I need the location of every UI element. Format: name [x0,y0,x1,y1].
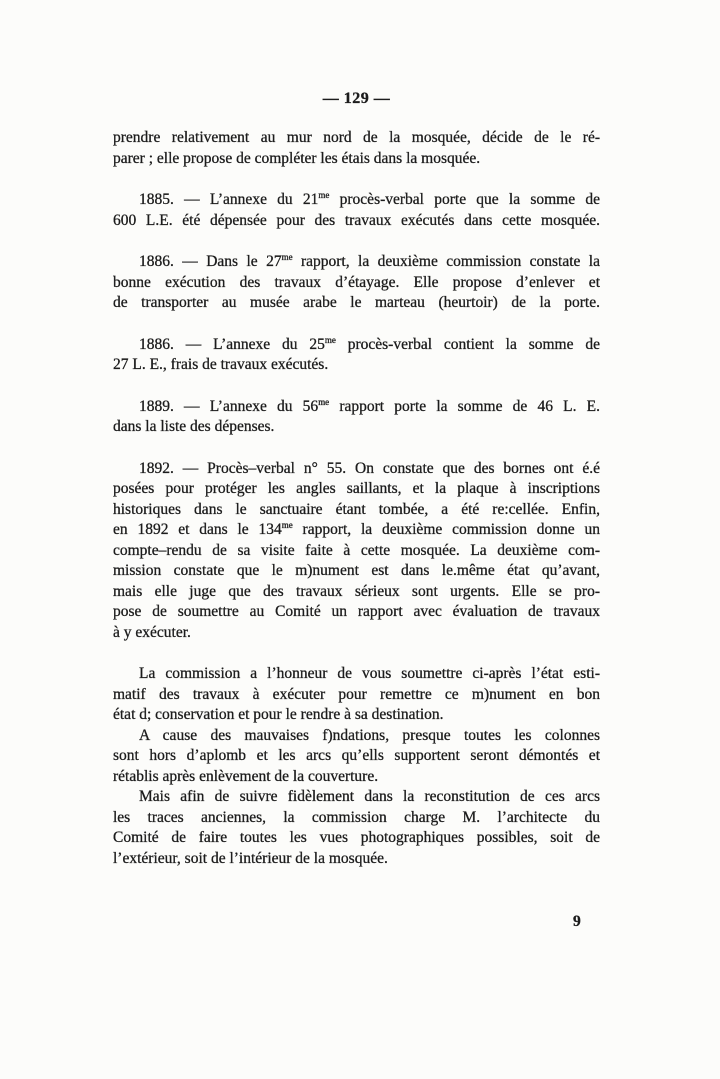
text-line: parer ; elle propose de compléter les étais dans la mosquée. [113,149,481,167]
text-line: sont hors d’aplomb et les arcs qu’ells supportent seront démontés et [113,747,600,764]
text-line: 600 L.E. été dépensée pour des travaux exécutés dans cette mosquée. [113,211,600,229]
text-line: rétablis après enlèvement de la couverture. [113,767,379,785]
text-line: prendre relativement au mur nord de la mosquée, décide de le ré- [113,129,600,146]
text-block [113,90,600,869]
paragraph [113,128,600,169]
text-line: matif des travaux à exécuter pour remettre ce m)nument en bon [113,685,600,703]
text-line: l’extérieur, soit de l’intérieur de la mosquée. [113,849,388,867]
text-line: 27 L. E., frais de travaux exécutés. [113,356,329,373]
text-line: bonne exécution des travaux d’étayage. Elle propose d’enlever et [113,273,600,291]
text-line: 1886. — Dans le $27^{me}$ rapport, la deuxième commission constate la [139,252,600,270]
page-body [113,128,600,869]
text-line: A cause des mauvaises f)ndations, presque toutes les colonnes [139,726,600,744]
text-line: La commission a l’honneur de vous soumettre ci-après l’état esti- [139,665,600,682]
text-line: mais elle juge que des travaux sérieux sont urgents. Elle se pro- [113,582,600,600]
paragraph [113,335,600,376]
text-line: posées pour protéger les angles saillants, et la plaque à inscriptions [113,480,600,497]
paragraph [113,190,600,231]
text-line: de transporter au musée arabe le marteau (heurtoir) de la porte. [113,294,600,311]
text-line: mission constate que le m)nument est dans le.même état qu’avant, [113,562,600,579]
text-line: pose de soumettre au Comité un rapport avec évaluation de travaux [113,603,600,620]
paragraph [113,787,600,869]
text-line: dans la liste des dépenses. [113,418,275,435]
text-line: Mais afin de suivre fidèlement dans la reconstitution de ces arcs [139,788,600,805]
text-line: 1889. — L’annexe du $56^{me}$ rapport porte la somme de 46 L. E. [139,396,600,415]
text-line: historiques dans le sanctuaire étant tombée, a été re:cellée. Enfin, [113,500,600,518]
text-line: à y exécuter. [113,623,191,641]
paragraph [113,397,600,438]
text-line: 1886. — L’annexe du $25^{me}$ procès-verbal contient la somme de [139,334,600,353]
paragraph [113,664,600,726]
text-line: les traces anciennes, la commission charge M. l’architecte du [113,808,600,826]
text-line: compte–rendu de sa visite faite à cette mosquée. La deuxième com- [113,541,600,559]
paragraph [113,459,600,644]
text-line: Comité de faire toutes les vues photographiques possibles, soit de [113,829,600,846]
signature-mark: 9 [573,913,581,930]
text-line: 1885. — L’annexe du $21^{me}$ procès-verbal porte que la somme de [139,190,600,208]
page-number-header: — 129 — [322,90,391,107]
text-line: 1892. — Procès–verbal n° 55. On constate que des bornes ont é.é [139,459,600,477]
paragraph [113,726,600,788]
text-line: en 1892 et dans le $134^{me}$ rapport, la deuxième commission donne un [113,520,600,538]
paragraph [113,252,600,314]
text-line: état d; conservation et pour le rendre à sa destination. [113,706,444,723]
